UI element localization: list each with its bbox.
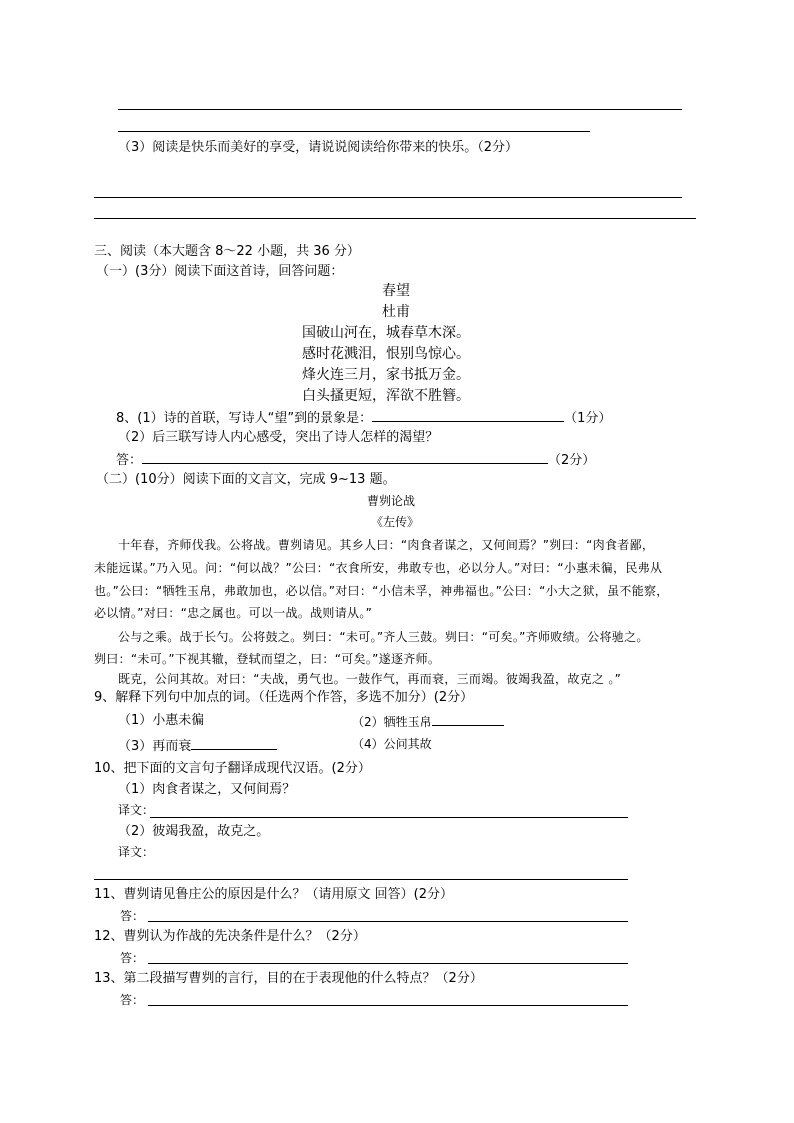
part1-intro: （一）(3分）阅读下面这首诗，回答问题：	[96, 264, 344, 279]
part2-intro: （二）(10分）阅读下面的文言文，完成 9~13 题。	[96, 472, 396, 487]
question-10-sentence-2: （2）彼竭我盈，故克之。	[118, 824, 270, 839]
answer-label: 答：	[120, 993, 145, 1007]
poem-line: 国破山河在，城春草木深。	[302, 325, 470, 341]
answer-line	[118, 109, 682, 110]
question-8-1	[116, 409, 611, 427]
section-heading: 三、阅读（本大题含 8～22 小题，共 36 分）	[94, 244, 360, 259]
poem-line: 白头搔更短，浑欲不胜簪。	[302, 388, 470, 404]
question-3: （3）阅读是快乐而美好的享受，请说说阅读给你带来的快乐。（2分）	[118, 140, 519, 155]
answer-line	[94, 218, 696, 219]
question-12: 12、曹刿认为作战的先决条件是什么？（2分）	[94, 929, 366, 944]
answer-line	[94, 197, 682, 198]
question-9-item	[352, 737, 432, 751]
passage-line: 既克，公问其故。对曰：“夫战，勇气也。一鼓作气，再而衰，三而竭。彼竭我盈，故克之 。”	[118, 672, 622, 686]
passage-line: 刿曰：“未可。”下视其辙，登轼而望之，曰：“可矣。”遂逐齐师。	[94, 652, 441, 666]
answer-8-2	[116, 451, 595, 469]
poem-author: 杜甫	[382, 304, 410, 320]
answer-blank[interactable]	[142, 451, 548, 464]
question-9-item-text: （2）牺牲玉帛	[352, 715, 432, 729]
answer-blank[interactable]	[372, 409, 564, 422]
poem-title: 春望	[382, 283, 410, 299]
question-11: 11、曹刿请见鲁庄公的原因是什么？（请用原文 回答）(2分）	[94, 887, 454, 902]
answer-line[interactable]	[148, 921, 628, 922]
question-9-item-text: （3）再而衰	[118, 739, 192, 754]
question-10-sentence-1: （1）肉食者谋之，又何间焉？	[118, 782, 296, 797]
passage-line: 公与之乘。战于长勺。公将鼓之。刿曰：“未可。”齐人三鼓。刿曰：“可矣。”齐师败绩。公将驰之。	[118, 630, 649, 644]
answer-label: 答：	[120, 909, 145, 923]
question-9-item-text: （1）小惠未徧	[118, 713, 205, 728]
answer-label: 答：	[120, 951, 145, 965]
passage-line: 十年春，齐师伐我。公将战。曹刿请见。其乡人曰：“肉食者谋之，又何间焉？”刿曰：“肉食者鄙，	[118, 538, 655, 552]
passage-line: 也。”公曰：“牺牲玉帛，弗敢加也，必以信。”对曰：“小信未孚，神弗福也。”公曰：“小大之狱，虽不能察，	[94, 584, 669, 598]
question-9-item	[352, 713, 504, 729]
answer-line[interactable]	[150, 817, 628, 818]
passage-source: 《左传》	[371, 515, 420, 529]
question-9: 9、解释下列句中加点的词。（任选两个作答，多选不加分）(2分）	[94, 690, 474, 705]
question-8-1-score: （1分）	[564, 411, 612, 426]
question-8-2: （2）后三联写诗人内心感受，突出了诗人怎样的渴望？	[118, 430, 439, 445]
question-9-item	[118, 713, 204, 729]
question-9-item	[118, 737, 277, 755]
question-13: 13、第二段描写曹刿的言行，目的在于表现他的什么特点？（2分）	[94, 971, 483, 986]
answer-blank[interactable]	[191, 737, 277, 750]
poem-line: 感时花溅泪，恨别鸟惊心。	[302, 346, 470, 362]
answer-line[interactable]	[148, 963, 628, 964]
question-9-item-text: （4）公问其故	[352, 737, 432, 751]
answer-blank[interactable]	[432, 713, 504, 726]
answer-line	[118, 131, 590, 132]
question-10: 10、把下面的文言句子翻译成现代汉语。(2分）	[94, 761, 371, 776]
question-8-1-text: 8、(1）诗的首联，写诗人“望”到的景象是：	[116, 411, 373, 426]
question-8-2-score: （2分）	[548, 453, 596, 468]
poem-line: 烽火连三月，家书抵万金。	[302, 367, 470, 383]
translation-label: 译文：	[118, 845, 155, 859]
answer-label: 答：	[116, 453, 143, 468]
translation-label: 译文：	[118, 803, 155, 817]
answer-line[interactable]	[94, 879, 628, 880]
passage-title: 曹刿论战	[367, 494, 416, 508]
passage-line: 必以情。”对曰：“忠之属也。可以一战。战则请从。”	[94, 606, 373, 620]
passage-line: 未能远谋。”乃入见。问：“何以战？”公曰：“衣食所安，弗敢专也，必以分人。”对曰：“小惠未徧，民弗从	[94, 561, 663, 575]
answer-line[interactable]	[148, 1005, 628, 1006]
